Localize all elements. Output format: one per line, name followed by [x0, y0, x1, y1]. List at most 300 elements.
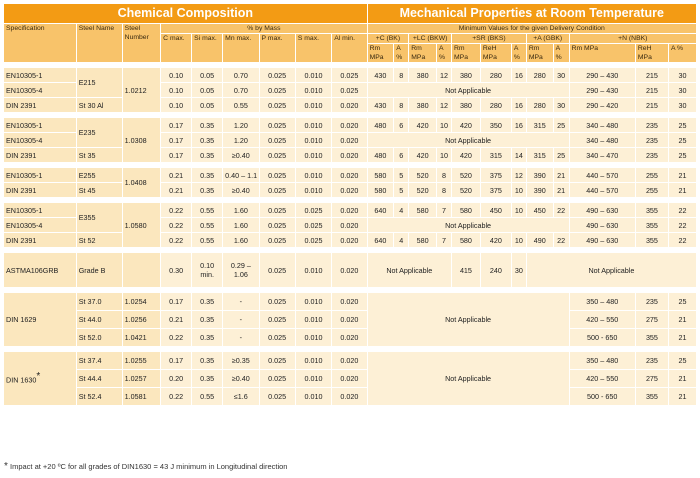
steel-name-cell: E355	[76, 203, 122, 233]
chem-al-cell: 0.020	[332, 203, 367, 218]
chem-c-cell: 0.21	[161, 168, 192, 183]
chem-s-cell: 0.010	[295, 68, 331, 83]
chem-si-cell: 0.05	[192, 98, 223, 113]
chem-p-cell: 0.025	[259, 311, 295, 329]
n-reh-cell: 235	[635, 148, 668, 163]
sr-rm-cell: 420	[452, 118, 481, 133]
chem-p-cell: 0.025	[259, 329, 295, 347]
specification-cell	[4, 203, 77, 218]
specification-cell	[4, 168, 77, 183]
n-a-cell: 30	[669, 98, 697, 113]
chem-s-cell: 0.025	[295, 218, 331, 233]
min-values-header: Minimum Values for the given Delivery Condition	[367, 24, 696, 34]
chem-c-cell: 0.22	[161, 329, 192, 347]
specification-cell	[4, 293, 77, 347]
chem-c-cell: 0.17	[161, 352, 192, 370]
a-rm-cell: 490	[526, 233, 553, 248]
n-a-cell: 22	[669, 218, 697, 233]
chem-si-cell: 0.05	[192, 68, 223, 83]
chem-c-cell: 0.17	[161, 293, 192, 311]
sr-reh-cell: 280	[480, 68, 511, 83]
unit-rm-header: Rm MPa	[367, 44, 394, 63]
chem-si-cell: 0.35	[192, 311, 223, 329]
c-a-cell: 4	[394, 203, 409, 218]
sr-rm-cell: 520	[452, 168, 481, 183]
unit-reh-header: ReH MPa	[480, 44, 511, 63]
chem-c-cell: 0.17	[161, 148, 192, 163]
chem-p-cell: 0.025	[259, 98, 295, 113]
a-a-cell: 22	[553, 233, 569, 248]
n-a-cell: 21	[669, 329, 697, 347]
n-reh-cell: 355	[635, 203, 668, 218]
mechanical-properties-title: Mechanical Properties at Room Temperature	[367, 4, 696, 24]
steel-name-cell: St 52.0	[76, 329, 122, 347]
n-a-cell: 30	[669, 68, 697, 83]
footnote	[4, 461, 287, 472]
lc-rm-cell: 420	[409, 148, 437, 163]
specification-header: Specification	[4, 24, 77, 63]
a-a-cell: 21	[553, 168, 569, 183]
n-a-cell: 25	[669, 293, 697, 311]
chem-s-cell: 0.025	[295, 233, 331, 248]
unit-a-header: A %	[394, 44, 409, 63]
not-applicable-cell: Not Applicable	[367, 83, 569, 98]
unit-rm-header: Rm MPa	[569, 44, 635, 63]
chem-p-cell: 0.025	[259, 218, 295, 233]
lc-rm-cell: 380	[409, 98, 437, 113]
chem-p-cell: 0.025	[259, 253, 295, 288]
chem-al-cell: 0.020	[332, 233, 367, 248]
chem-c-cell: 0.22	[161, 233, 192, 248]
unit-a-header: A %	[669, 44, 697, 63]
chem-mn-cell: ≤1.6	[223, 388, 259, 406]
table-row	[4, 148, 697, 163]
pct-mass-header: % by Mass	[161, 24, 367, 34]
cond-a-header: +A (GBK)	[526, 34, 569, 44]
chem-s-cell: 0.025	[295, 203, 331, 218]
chem-si-cell: 0.35	[192, 148, 223, 163]
specification-text: DIN 2391	[6, 150, 37, 160]
n-rm-cell: 490 – 630	[569, 203, 635, 218]
n-a-cell: 21	[669, 311, 697, 329]
chem-si-cell: 0.55	[192, 203, 223, 218]
specification-cell	[4, 148, 77, 163]
a-rm-cell: 280	[526, 68, 553, 83]
table-row	[4, 311, 697, 329]
chem-al-cell: 0.020	[332, 293, 367, 311]
chem-c-cell: 0.22	[161, 218, 192, 233]
n-a-cell: 30	[669, 83, 697, 98]
chem-c-cell: 0.22	[161, 388, 192, 406]
chem-si-cell: 0.35	[192, 370, 223, 388]
n-a-cell: 21	[669, 168, 697, 183]
chem-c-cell: 0.22	[161, 203, 192, 218]
unit-rm-header: Rm MPa	[526, 44, 553, 63]
n-rm-cell: 290 – 430	[569, 83, 635, 98]
n-rm-cell: 490 – 630	[569, 233, 635, 248]
lc-rm-cell: 580	[409, 203, 437, 218]
specification-cell	[4, 118, 77, 133]
chem-si-cell: 0.35	[192, 293, 223, 311]
n-reh-cell: 235	[635, 293, 668, 311]
c-a-cell: 4	[394, 233, 409, 248]
table-row	[4, 352, 697, 370]
chem-mn-cell: 1.20	[223, 133, 259, 148]
table-row	[4, 168, 697, 183]
specification-text: EN10305-1	[6, 70, 43, 80]
c-a-cell: 6	[394, 118, 409, 133]
chem-c-cell: 0.30	[161, 253, 192, 288]
chem-mn-cell: ≥0.40	[223, 148, 259, 163]
not-applicable-cell: Not Applicable	[367, 218, 569, 233]
steel-number-header: Steel Number	[122, 24, 160, 63]
sr-reh-cell: 375	[480, 183, 511, 198]
sr-a-cell: 10	[511, 203, 526, 218]
chem-s-cell: 0.010	[295, 118, 331, 133]
sr-a-cell: 30	[511, 253, 526, 288]
sr-a-cell: 16	[511, 68, 526, 83]
n-reh-cell: 235	[635, 352, 668, 370]
n-reh-cell: 355	[635, 218, 668, 233]
sr-a-cell: 10	[511, 233, 526, 248]
chem-si-cell: 0.55	[192, 388, 223, 406]
c-max-header: C max.	[161, 34, 192, 63]
n-a-cell: 25	[669, 352, 697, 370]
steel-name-cell: St 52	[76, 233, 122, 248]
specification-cell	[4, 83, 77, 98]
a-rm-cell: 315	[526, 118, 553, 133]
cond-lc-header: +LC (BKW)	[409, 34, 452, 44]
chem-p-cell: 0.025	[259, 183, 295, 198]
n-rm-cell: 340 – 480	[569, 133, 635, 148]
n-rm-cell: 490 – 630	[569, 218, 635, 233]
sr-rm-cell: 380	[452, 98, 481, 113]
lc-rm-cell: 520	[409, 168, 437, 183]
a-rm-cell: 450	[526, 203, 553, 218]
chem-c-cell: 0.17	[161, 118, 192, 133]
chem-s-cell: 0.010	[295, 253, 331, 288]
chem-mn-cell: 0.29 – 1.06	[223, 253, 259, 288]
din1630-star: *	[36, 371, 41, 383]
chem-mn-cell: 1.20	[223, 118, 259, 133]
mn-max-header: Mn max.	[223, 34, 259, 63]
c-a-cell: 5	[394, 168, 409, 183]
specification-cell	[4, 98, 77, 113]
sr-reh-cell: 450	[480, 203, 511, 218]
n-reh-cell: 215	[635, 98, 668, 113]
c-rm-cell: 430	[367, 98, 394, 113]
unit-rm-header: Rm MPa	[409, 44, 437, 63]
c-rm-cell: 430	[367, 68, 394, 83]
chem-si-cell: 0.35	[192, 168, 223, 183]
n-rm-cell: 290 – 430	[569, 68, 635, 83]
chem-al-cell: 0.020	[332, 388, 367, 406]
chem-si-cell: 0.05	[192, 83, 223, 98]
chem-p-cell: 0.025	[259, 370, 295, 388]
specification-text: ASTMA106GRB	[6, 265, 59, 275]
a-rm-cell: 280	[526, 98, 553, 113]
a-a-cell: 25	[553, 148, 569, 163]
sr-a-cell: 16	[511, 98, 526, 113]
chem-al-cell: 0.025	[332, 83, 367, 98]
table-row	[4, 253, 697, 288]
sr-a-cell: 10	[511, 183, 526, 198]
chem-c-cell: 0.21	[161, 183, 192, 198]
steel-number-cell: 1.0254	[122, 293, 160, 311]
table-row	[4, 118, 697, 133]
table-row	[4, 183, 697, 198]
not-applicable-cell: Not Applicable	[367, 352, 569, 406]
steel-name-cell: E235	[76, 118, 122, 148]
chem-al-cell: 0.020	[332, 168, 367, 183]
steel-number-cell: 1.0580	[122, 203, 160, 248]
n-reh-cell: 355	[635, 329, 668, 347]
sr-rm-cell: 580	[452, 233, 481, 248]
chem-p-cell: 0.025	[259, 83, 295, 98]
chem-s-cell: 0.010	[295, 388, 331, 406]
lc-rm-cell: 580	[409, 233, 437, 248]
chem-al-cell: 0.020	[332, 370, 367, 388]
n-a-cell: 22	[669, 203, 697, 218]
chem-p-cell: 0.025	[259, 352, 295, 370]
n-a-cell: 21	[669, 370, 697, 388]
steel-name-cell: St 35	[76, 148, 122, 163]
lc-a-cell: 12	[437, 68, 452, 83]
table-row	[4, 203, 697, 218]
unit-a-header: A %	[553, 44, 569, 63]
chem-al-cell: 0.025	[332, 68, 367, 83]
chem-mn-cell: -	[223, 293, 259, 311]
s-max-header: S max.	[295, 34, 331, 63]
steel-number-cell: 1.0421	[122, 329, 160, 347]
chem-c-cell: 0.10	[161, 98, 192, 113]
steel-properties-table	[3, 3, 697, 406]
chem-p-cell: 0.025	[259, 233, 295, 248]
cond-sr-header: +SR (BKS)	[452, 34, 527, 44]
n-reh-cell: 255	[635, 168, 668, 183]
steel-number-cell: 1.0257	[122, 370, 160, 388]
a-a-cell: 25	[553, 118, 569, 133]
specification-cell	[4, 233, 77, 248]
lc-a-cell: 10	[437, 148, 452, 163]
not-applicable-cell: Not Applicable	[367, 293, 569, 347]
sr-reh-cell: 420	[480, 233, 511, 248]
chem-s-cell: 0.010	[295, 133, 331, 148]
chem-p-cell: 0.025	[259, 148, 295, 163]
chem-p-cell: 0.025	[259, 68, 295, 83]
chem-c-cell: 0.10	[161, 68, 192, 83]
sr-a-cell: 14	[511, 148, 526, 163]
sr-a-cell: 12	[511, 168, 526, 183]
n-rm-cell: 340 – 470	[569, 148, 635, 163]
specification-text: EN10305-4	[6, 85, 43, 95]
chem-si-cell: 0.35	[192, 133, 223, 148]
unit-a-header: A %	[437, 44, 452, 63]
chem-c-cell: 0.17	[161, 133, 192, 148]
a-rm-cell: 315	[526, 148, 553, 163]
not-applicable-cell: Not Applicable	[367, 133, 569, 148]
chem-s-cell: 0.010	[295, 148, 331, 163]
lc-a-cell: 12	[437, 98, 452, 113]
chem-al-cell: 0.020	[332, 118, 367, 133]
specification-text: DIN 2391	[6, 185, 37, 195]
lc-rm-cell: 520	[409, 183, 437, 198]
chem-mn-cell: 1.60	[223, 218, 259, 233]
chem-s-cell: 0.010	[295, 352, 331, 370]
table-row	[4, 370, 697, 388]
chem-mn-cell: 0.55	[223, 98, 259, 113]
lc-a-cell: 7	[437, 203, 452, 218]
n-rm-cell: 340 – 480	[569, 118, 635, 133]
chem-s-cell: 0.010	[295, 293, 331, 311]
sr-reh-cell: 375	[480, 168, 511, 183]
chem-mn-cell: 0.70	[223, 68, 259, 83]
specification-text: EN10305-4	[6, 135, 43, 145]
chem-p-cell: 0.025	[259, 293, 295, 311]
specification-text: EN10305-1	[6, 170, 43, 180]
n-reh-cell: 235	[635, 133, 668, 148]
table-row	[4, 293, 697, 311]
chem-c-cell: 0.20	[161, 370, 192, 388]
steel-name-cell: Grade B	[76, 253, 122, 288]
lc-a-cell: 10	[437, 118, 452, 133]
c-a-cell: 8	[394, 68, 409, 83]
n-rm-cell: 290 – 420	[569, 98, 635, 113]
lc-a-cell: 8	[437, 183, 452, 198]
chem-al-cell: 0.020	[332, 98, 367, 113]
n-rm-cell: 500 - 650	[569, 388, 635, 406]
lc-a-cell: 8	[437, 168, 452, 183]
n-rm-cell: 500 - 650	[569, 329, 635, 347]
lc-rm-cell: 380	[409, 68, 437, 83]
header-row-1	[4, 24, 697, 34]
n-a-cell: 25	[669, 133, 697, 148]
sr-rm-cell: 380	[452, 68, 481, 83]
c-rm-cell: 580	[367, 183, 394, 198]
n-reh-cell: 235	[635, 118, 668, 133]
a-rm-cell: 390	[526, 168, 553, 183]
unit-a-header: A %	[511, 44, 526, 63]
not-applicable-cell: Not Applicable	[526, 253, 696, 288]
chem-si-cell: 0.10 min.	[192, 253, 223, 288]
chem-mn-cell: 0.40 – 1.1	[223, 168, 259, 183]
steel-name-cell: St 30 Al	[76, 98, 122, 113]
specification-text: EN10305-4	[6, 220, 43, 230]
n-reh-cell: 355	[635, 233, 668, 248]
al-min-header: Al min.	[332, 34, 367, 63]
n-reh-cell: 275	[635, 311, 668, 329]
sr-a-cell: 16	[511, 118, 526, 133]
c-rm-cell: 640	[367, 233, 394, 248]
chem-s-cell: 0.010	[295, 83, 331, 98]
chem-si-cell: 0.55	[192, 218, 223, 233]
chem-al-cell: 0.020	[332, 329, 367, 347]
steel-name-cell: St 44.4	[76, 370, 122, 388]
specification-text: DIN 1629	[6, 315, 37, 324]
specification-cell	[4, 68, 77, 83]
specification-text: DIN 1630	[6, 375, 37, 385]
not-applicable-cell: Not Applicable	[367, 253, 451, 288]
chem-s-cell: 0.010	[295, 98, 331, 113]
steel-name-cell: St 45	[76, 183, 122, 198]
sr-reh-cell: 280	[480, 98, 511, 113]
specification-text: DIN 2391	[6, 235, 37, 245]
n-reh-cell: 215	[635, 68, 668, 83]
lc-rm-cell: 420	[409, 118, 437, 133]
chem-p-cell: 0.025	[259, 168, 295, 183]
table-row	[4, 68, 697, 83]
chem-p-cell: 0.025	[259, 118, 295, 133]
steel-name-cell: St 52.4	[76, 388, 122, 406]
unit-reh-header: ReH MPa	[635, 44, 668, 63]
sr-rm-cell: 580	[452, 203, 481, 218]
chem-al-cell: 0.020	[332, 352, 367, 370]
steel-name-cell: St 37.0	[76, 293, 122, 311]
p-max-header: P max.	[259, 34, 295, 63]
n-reh-cell: 255	[635, 183, 668, 198]
c-a-cell: 5	[394, 183, 409, 198]
n-reh-cell: 215	[635, 83, 668, 98]
chem-c-cell: 0.21	[161, 311, 192, 329]
c-rm-cell: 480	[367, 118, 394, 133]
chem-s-cell: 0.010	[295, 370, 331, 388]
steel-name-cell: E215	[76, 68, 122, 98]
specification-cell	[4, 218, 77, 233]
chem-al-cell: 0.020	[332, 253, 367, 288]
a-rm-cell: 390	[526, 183, 553, 198]
table-row	[4, 98, 697, 113]
cond-c-header: +C (BK)	[367, 34, 409, 44]
n-rm-cell: 440 – 570	[569, 168, 635, 183]
a-a-cell: 22	[553, 203, 569, 218]
footnote-star: *	[4, 461, 8, 472]
steel-number-cell: 1.0256	[122, 311, 160, 329]
n-a-cell: 22	[669, 233, 697, 248]
chem-mn-cell: -	[223, 329, 259, 347]
chem-s-cell: 0.010	[295, 168, 331, 183]
chem-s-cell: 0.010	[295, 311, 331, 329]
cond-n-header: +N (NBK)	[569, 34, 696, 44]
chem-al-cell: 0.020	[332, 133, 367, 148]
specification-text: DIN 2391	[6, 100, 37, 110]
chem-c-cell: 0.10	[161, 83, 192, 98]
chemical-composition-title: Chemical Composition	[4, 4, 368, 24]
steel-name-cell: St 37.4	[76, 352, 122, 370]
n-rm-cell: 350 – 480	[569, 293, 635, 311]
n-a-cell: 25	[669, 148, 697, 163]
a-a-cell: 30	[553, 98, 569, 113]
table-row	[4, 233, 697, 248]
c-rm-cell: 580	[367, 168, 394, 183]
n-reh-cell: 275	[635, 370, 668, 388]
chem-mn-cell: ≥0.35	[223, 352, 259, 370]
steel-number-cell: 1.0408	[122, 168, 160, 198]
a-a-cell: 21	[553, 183, 569, 198]
sr-reh-cell: 315	[480, 148, 511, 163]
a-a-cell: 30	[553, 68, 569, 83]
sr-reh-cell: 240	[480, 253, 511, 288]
chem-si-cell: 0.35	[192, 118, 223, 133]
chem-mn-cell: -	[223, 311, 259, 329]
chem-al-cell: 0.020	[332, 183, 367, 198]
chem-si-cell: 0.55	[192, 233, 223, 248]
steel-name-cell: E255	[76, 168, 122, 183]
steel-name-header: Steel Name	[76, 24, 122, 63]
chem-s-cell: 0.010	[295, 329, 331, 347]
footnote-text: Impact at +20 ºC for all grades of DIN1630 = 43 J minimum in Longitudinal direction	[10, 462, 288, 471]
unit-rm-header: Rm MPa	[452, 44, 481, 63]
c-a-cell: 6	[394, 148, 409, 163]
